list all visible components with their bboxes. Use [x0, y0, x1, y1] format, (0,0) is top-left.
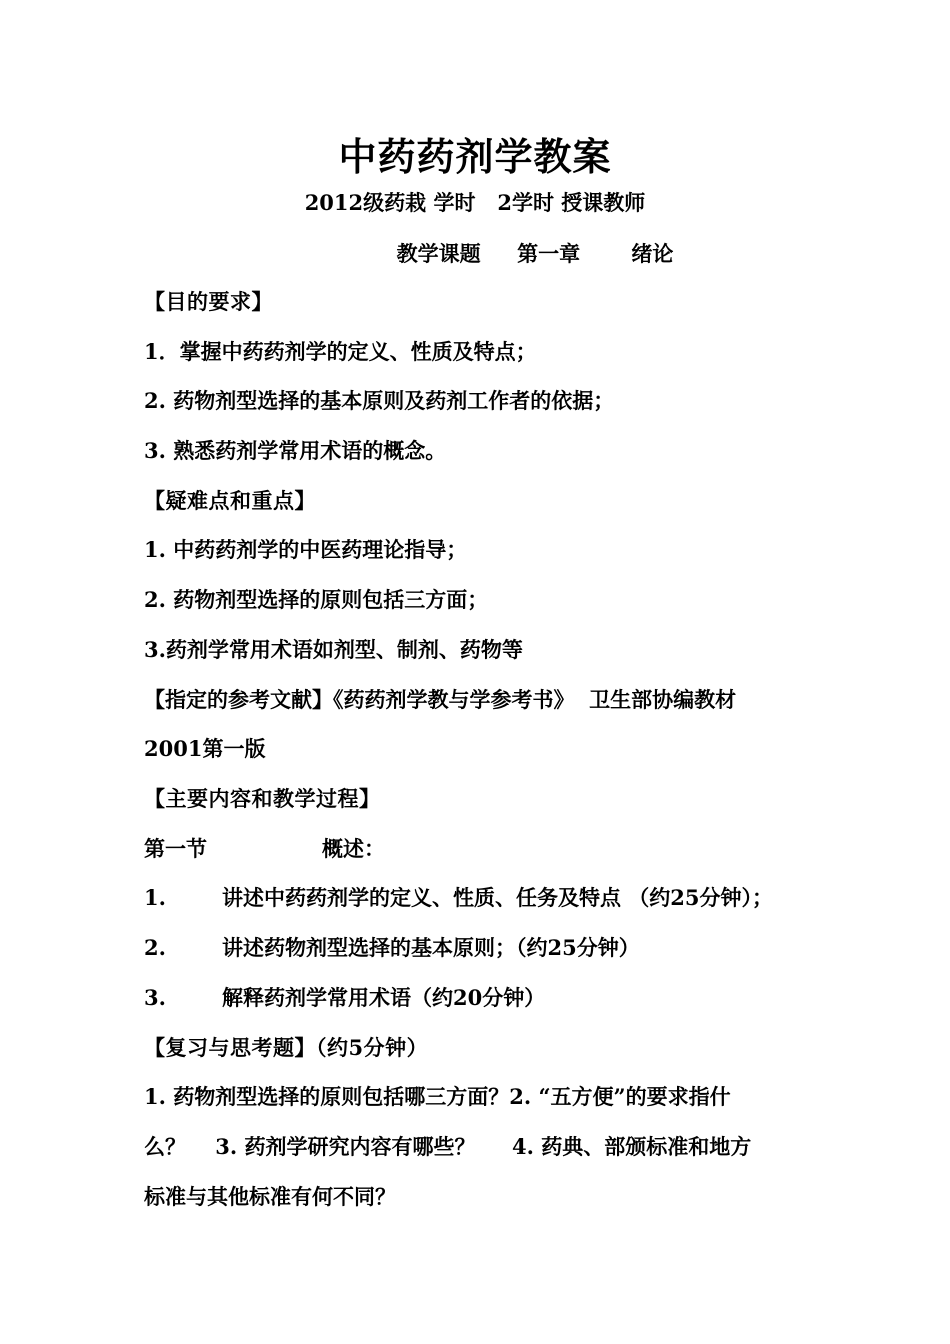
key-point-item: 3.药剂学常用术语如剂型、制剂、药物等 [144, 637, 523, 662]
step-row [144, 984, 545, 1012]
objective-item: 3. 熟悉药剂学常用术语的概念。 [144, 438, 447, 463]
review-heading: 【复习与思考题】（约5分钟） [144, 1035, 429, 1060]
reference-edition: 2001第一版 [144, 736, 266, 761]
objective-item: 1．掌握中药药剂学的定义、性质及特点； [144, 339, 537, 364]
step-number: 2. [144, 935, 166, 960]
step-row [144, 884, 773, 912]
step-text: 讲述中药药剂学的定义、性质、任务及特点 （约25分钟）； [222, 885, 774, 910]
section-row [144, 835, 385, 863]
page-title: 中药药剂学教案 [338, 134, 612, 179]
section-label: 第一节 [144, 836, 207, 861]
key-points-heading: 【疑难点和重点】 [144, 488, 316, 513]
reference-line: 【指定的参考文献】《药药剂学教与学参考书》 卫生部协编教材 [144, 687, 737, 712]
objectives-heading: 【目的要求】 [144, 289, 273, 314]
section-title: 概述： [322, 836, 385, 861]
step-text: 解释药剂学常用术语（约20分钟） [222, 985, 546, 1010]
info-line: 2012级药栽 学时 2学时 授课教师 [304, 190, 646, 215]
review-line: 么？ 3. 药剂学研究内容有哪些？ 4. 药典、部颁标准和地方 [144, 1134, 752, 1159]
step-row [144, 934, 640, 962]
review-line: 1. 药物剂型选择的原则包括哪三方面？2. “五方便”的要求指什 [144, 1084, 731, 1109]
key-point-item: 2. 药物剂型选择的原则包括三方面； [144, 587, 489, 612]
content-heading: 【主要内容和教学过程】 [144, 786, 381, 811]
review-line: 标准与其他标准有何不同？ [144, 1184, 396, 1209]
step-number: 3. [144, 985, 166, 1010]
step-number: 1. [144, 885, 166, 910]
topic-line: 教学课题 第一章 绪论 [396, 241, 674, 266]
key-point-item: 1. 中药药剂学的中医药理论指导； [144, 537, 468, 562]
objective-item: 2. 药物剂型选择的基本原则及药剂工作者的依据； [144, 388, 615, 413]
step-text: 讲述药物剂型选择的基本原则；（约25分钟） [222, 935, 640, 960]
